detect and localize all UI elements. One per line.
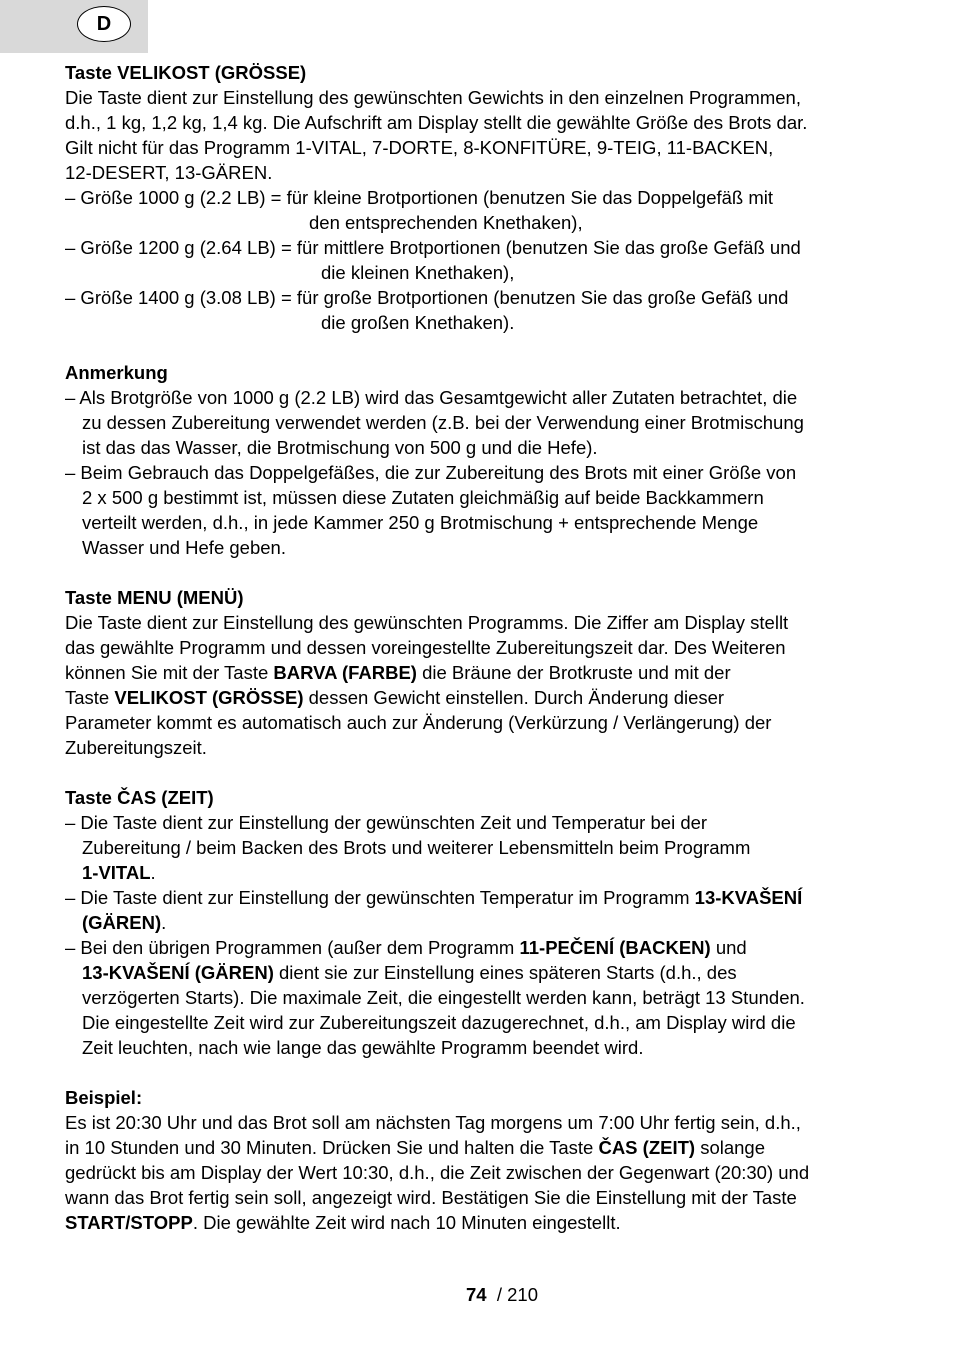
text-line bbox=[65, 110, 807, 135]
text-run: in 10 Stunden und 30 Minuten. Drücken Sie und halten die Taste bbox=[65, 1137, 599, 1158]
text-run: Zeit leuchten, nach wie lange das gewählte Programm beendet wird. bbox=[82, 1037, 644, 1058]
language-badge: D bbox=[77, 6, 131, 42]
bold-text: BARVA (FARBE) bbox=[273, 662, 417, 683]
text-run: Gilt nicht für das Programm 1-VITAL, 7-DORTE, 8-KONFITÜRE, 9-TEIG, 11-BACKEN, bbox=[65, 137, 774, 158]
text-run: Taste bbox=[65, 687, 115, 708]
text-line bbox=[65, 85, 801, 110]
text-run: ist das das Wasser, die Brotmischung von 500 g und die Hefe). bbox=[82, 437, 598, 458]
text-run: d.h., 1 kg, 1,2 kg, 1,4 kg. Die Aufschrift am Display stellt die gewählte Größe des Brots dar. bbox=[65, 112, 808, 133]
language-tab bbox=[0, 0, 148, 53]
text-run: 2 x 500 g bestimmt ist, müssen diese Zutaten gleichmäßig auf beide Backkammern bbox=[82, 487, 764, 508]
text-line bbox=[65, 160, 272, 185]
text-line bbox=[82, 1035, 644, 1060]
text-line bbox=[82, 485, 764, 510]
text-run: zu dessen Zubereitung verwendet werden (z.B. bei der Verwendung einer Brotmischung bbox=[82, 412, 804, 433]
text-run: Zubereitungszeit. bbox=[65, 737, 207, 758]
text-line bbox=[65, 735, 207, 760]
text-run: – Größe 1400 g (3.08 LB) = für große Brotportionen (benutzen Sie das große Gefäß und bbox=[65, 287, 789, 308]
text-line bbox=[65, 360, 168, 385]
text-line bbox=[65, 635, 786, 660]
bold-text: Beispiel: bbox=[65, 1087, 143, 1108]
text-run: Die Taste dient zur Einstellung des gewünschten Programms. Die Ziffer am Display stellt bbox=[65, 612, 789, 633]
text-line bbox=[65, 610, 788, 635]
text-run: Zubereitung / beim Backen des Brots und weiterer Lebensmitteln beim Programm bbox=[82, 837, 751, 858]
text-run: 12-DESERT, 13-GÄREN. bbox=[65, 162, 273, 183]
text-run: . Die gewählte Zeit wird nach 10 Minuten eingestellt. bbox=[192, 1212, 621, 1233]
text-line bbox=[65, 385, 797, 410]
text-run: die kleinen Knethaken), bbox=[321, 262, 515, 283]
text-line bbox=[321, 260, 514, 285]
text-run: verzögerten Starts). Die maximale Zeit, die eingestellt werden kann, beträgt 13 Stunden. bbox=[82, 987, 805, 1008]
current-page: 74 bbox=[466, 1284, 487, 1305]
text-run: Die Taste dient zur Einstellung des gewünschten Gewichts in den einzelnen Programmen, bbox=[65, 87, 801, 108]
text-line bbox=[82, 535, 286, 560]
text-run: das gewählte Programm und dessen voreingestellte Zubereitungszeit dar. Des Weiteren bbox=[65, 637, 786, 658]
text-line bbox=[65, 1185, 797, 1210]
text-line bbox=[65, 1160, 809, 1185]
text-line bbox=[82, 985, 805, 1010]
text-line bbox=[82, 410, 804, 435]
text-run: – Größe 1200 g (2.64 LB) = für mittlere Brotportionen (benutzen Sie das große Gefäß und bbox=[65, 237, 801, 258]
bold-text: (GÄREN) bbox=[82, 912, 162, 933]
text-run: dient sie zur Einstellung eines späteren Starts (d.h., des bbox=[273, 962, 737, 983]
total-pages: / 210 bbox=[496, 1284, 539, 1305]
text-run: – Beim Gebrauch das Doppelgefäßes, die zur Zubereitung des Brots mit einer Größe von bbox=[65, 462, 797, 483]
text-line bbox=[82, 910, 166, 935]
bold-text: 13-KVAŠENÍ bbox=[694, 887, 803, 908]
text-line bbox=[65, 1210, 621, 1235]
text-run: – Die Taste dient zur Einstellung der gewünschten Temperatur im Programm bbox=[65, 887, 695, 908]
bold-text: 11-PEČENÍ (BACKEN) bbox=[519, 937, 711, 958]
bold-text: START/STOPP bbox=[65, 1212, 193, 1233]
text-line bbox=[65, 885, 802, 910]
text-line bbox=[65, 135, 773, 160]
bold-text: VELIKOST (GRÖSSE) bbox=[114, 687, 304, 708]
text-run: den entsprechenden Knethaken), bbox=[309, 212, 583, 233]
text-line bbox=[65, 710, 771, 735]
text-run: dessen Gewicht einstellen. Durch Änderung dieser bbox=[303, 687, 725, 708]
text-run: wann das Brot fertig sein soll, angezeigt wird. Bestätigen Sie die Einstellung mit der Taste bbox=[65, 1187, 797, 1208]
text-line bbox=[321, 310, 514, 335]
text-run: – Bei den übrigen Programmen (außer dem Programm bbox=[65, 937, 520, 958]
page-number bbox=[466, 1282, 538, 1307]
text-line bbox=[65, 185, 773, 210]
text-line bbox=[82, 435, 598, 460]
text-run: und bbox=[710, 937, 747, 958]
text-line bbox=[82, 960, 737, 985]
text-line bbox=[82, 510, 758, 535]
text-line bbox=[65, 285, 788, 310]
text-line bbox=[82, 860, 156, 885]
text-run: Die eingestellte Zeit wird zur Zubereitungszeit dazugerechnet, d.h., am Display wird die bbox=[82, 1012, 796, 1033]
text-run: die Bräune der Brotkruste und mit der bbox=[416, 662, 731, 683]
text-line bbox=[65, 685, 724, 710]
text-line bbox=[65, 1135, 765, 1160]
bold-text: Anmerkung bbox=[65, 362, 168, 383]
text-line bbox=[65, 60, 306, 85]
text-line bbox=[65, 235, 801, 260]
text-run: gedrückt bis am Display der Wert 10:30, d.h., die Zeit zwischen der Gegenwart (20:30) und bbox=[65, 1162, 810, 1183]
text-line bbox=[82, 835, 750, 860]
text-run: verteilt werden, d.h., in jede Kammer 250 g Brotmischung + entsprechende Menge bbox=[82, 512, 759, 533]
text-line bbox=[309, 210, 583, 235]
text-run: solange bbox=[695, 1137, 766, 1158]
text-run: . bbox=[161, 912, 167, 933]
text-line bbox=[65, 460, 796, 485]
text-run: Parameter kommt es automatisch auch zur Änderung (Verkürzung / Verlängerung) der bbox=[65, 712, 772, 733]
text-run: Wasser und Hefe geben. bbox=[82, 537, 286, 558]
bold-text: Taste ČAS (ZEIT) bbox=[65, 787, 214, 808]
text-line bbox=[65, 1110, 801, 1135]
text-run: – Größe 1000 g (2.2 LB) = für kleine Brotportionen (benutzen Sie das Doppelgefäß mit bbox=[65, 187, 774, 208]
text-line bbox=[82, 1010, 796, 1035]
text-run: – Als Brotgröße von 1000 g (2.2 LB) wird das Gesamtgewicht aller Zutaten betrachtet, die bbox=[65, 387, 798, 408]
bold-text: 1-VITAL bbox=[82, 862, 151, 883]
bold-text: Taste VELIKOST (GRÖSSE) bbox=[65, 62, 307, 83]
text-line bbox=[65, 785, 214, 810]
text-line bbox=[65, 1085, 142, 1110]
text-line bbox=[65, 935, 747, 960]
bold-text: ČAS (ZEIT) bbox=[598, 1137, 696, 1158]
text-run: – Die Taste dient zur Einstellung der gewünschten Zeit und Temperatur bei der bbox=[65, 812, 708, 833]
text-line bbox=[65, 660, 731, 685]
text-line bbox=[65, 810, 707, 835]
bold-text: Taste MENU (MENÜ) bbox=[65, 587, 244, 608]
text-run: Es ist 20:30 Uhr und das Brot soll am nächsten Tag morgens um 7:00 Uhr fertig sein, d.h., bbox=[65, 1112, 801, 1133]
text-run: die großen Knethaken). bbox=[321, 312, 515, 333]
text-run: . bbox=[150, 862, 156, 883]
text-line bbox=[65, 585, 244, 610]
bold-text: 13-KVAŠENÍ (GÄREN) bbox=[82, 962, 274, 983]
text-run: können Sie mit der Taste bbox=[65, 662, 274, 683]
